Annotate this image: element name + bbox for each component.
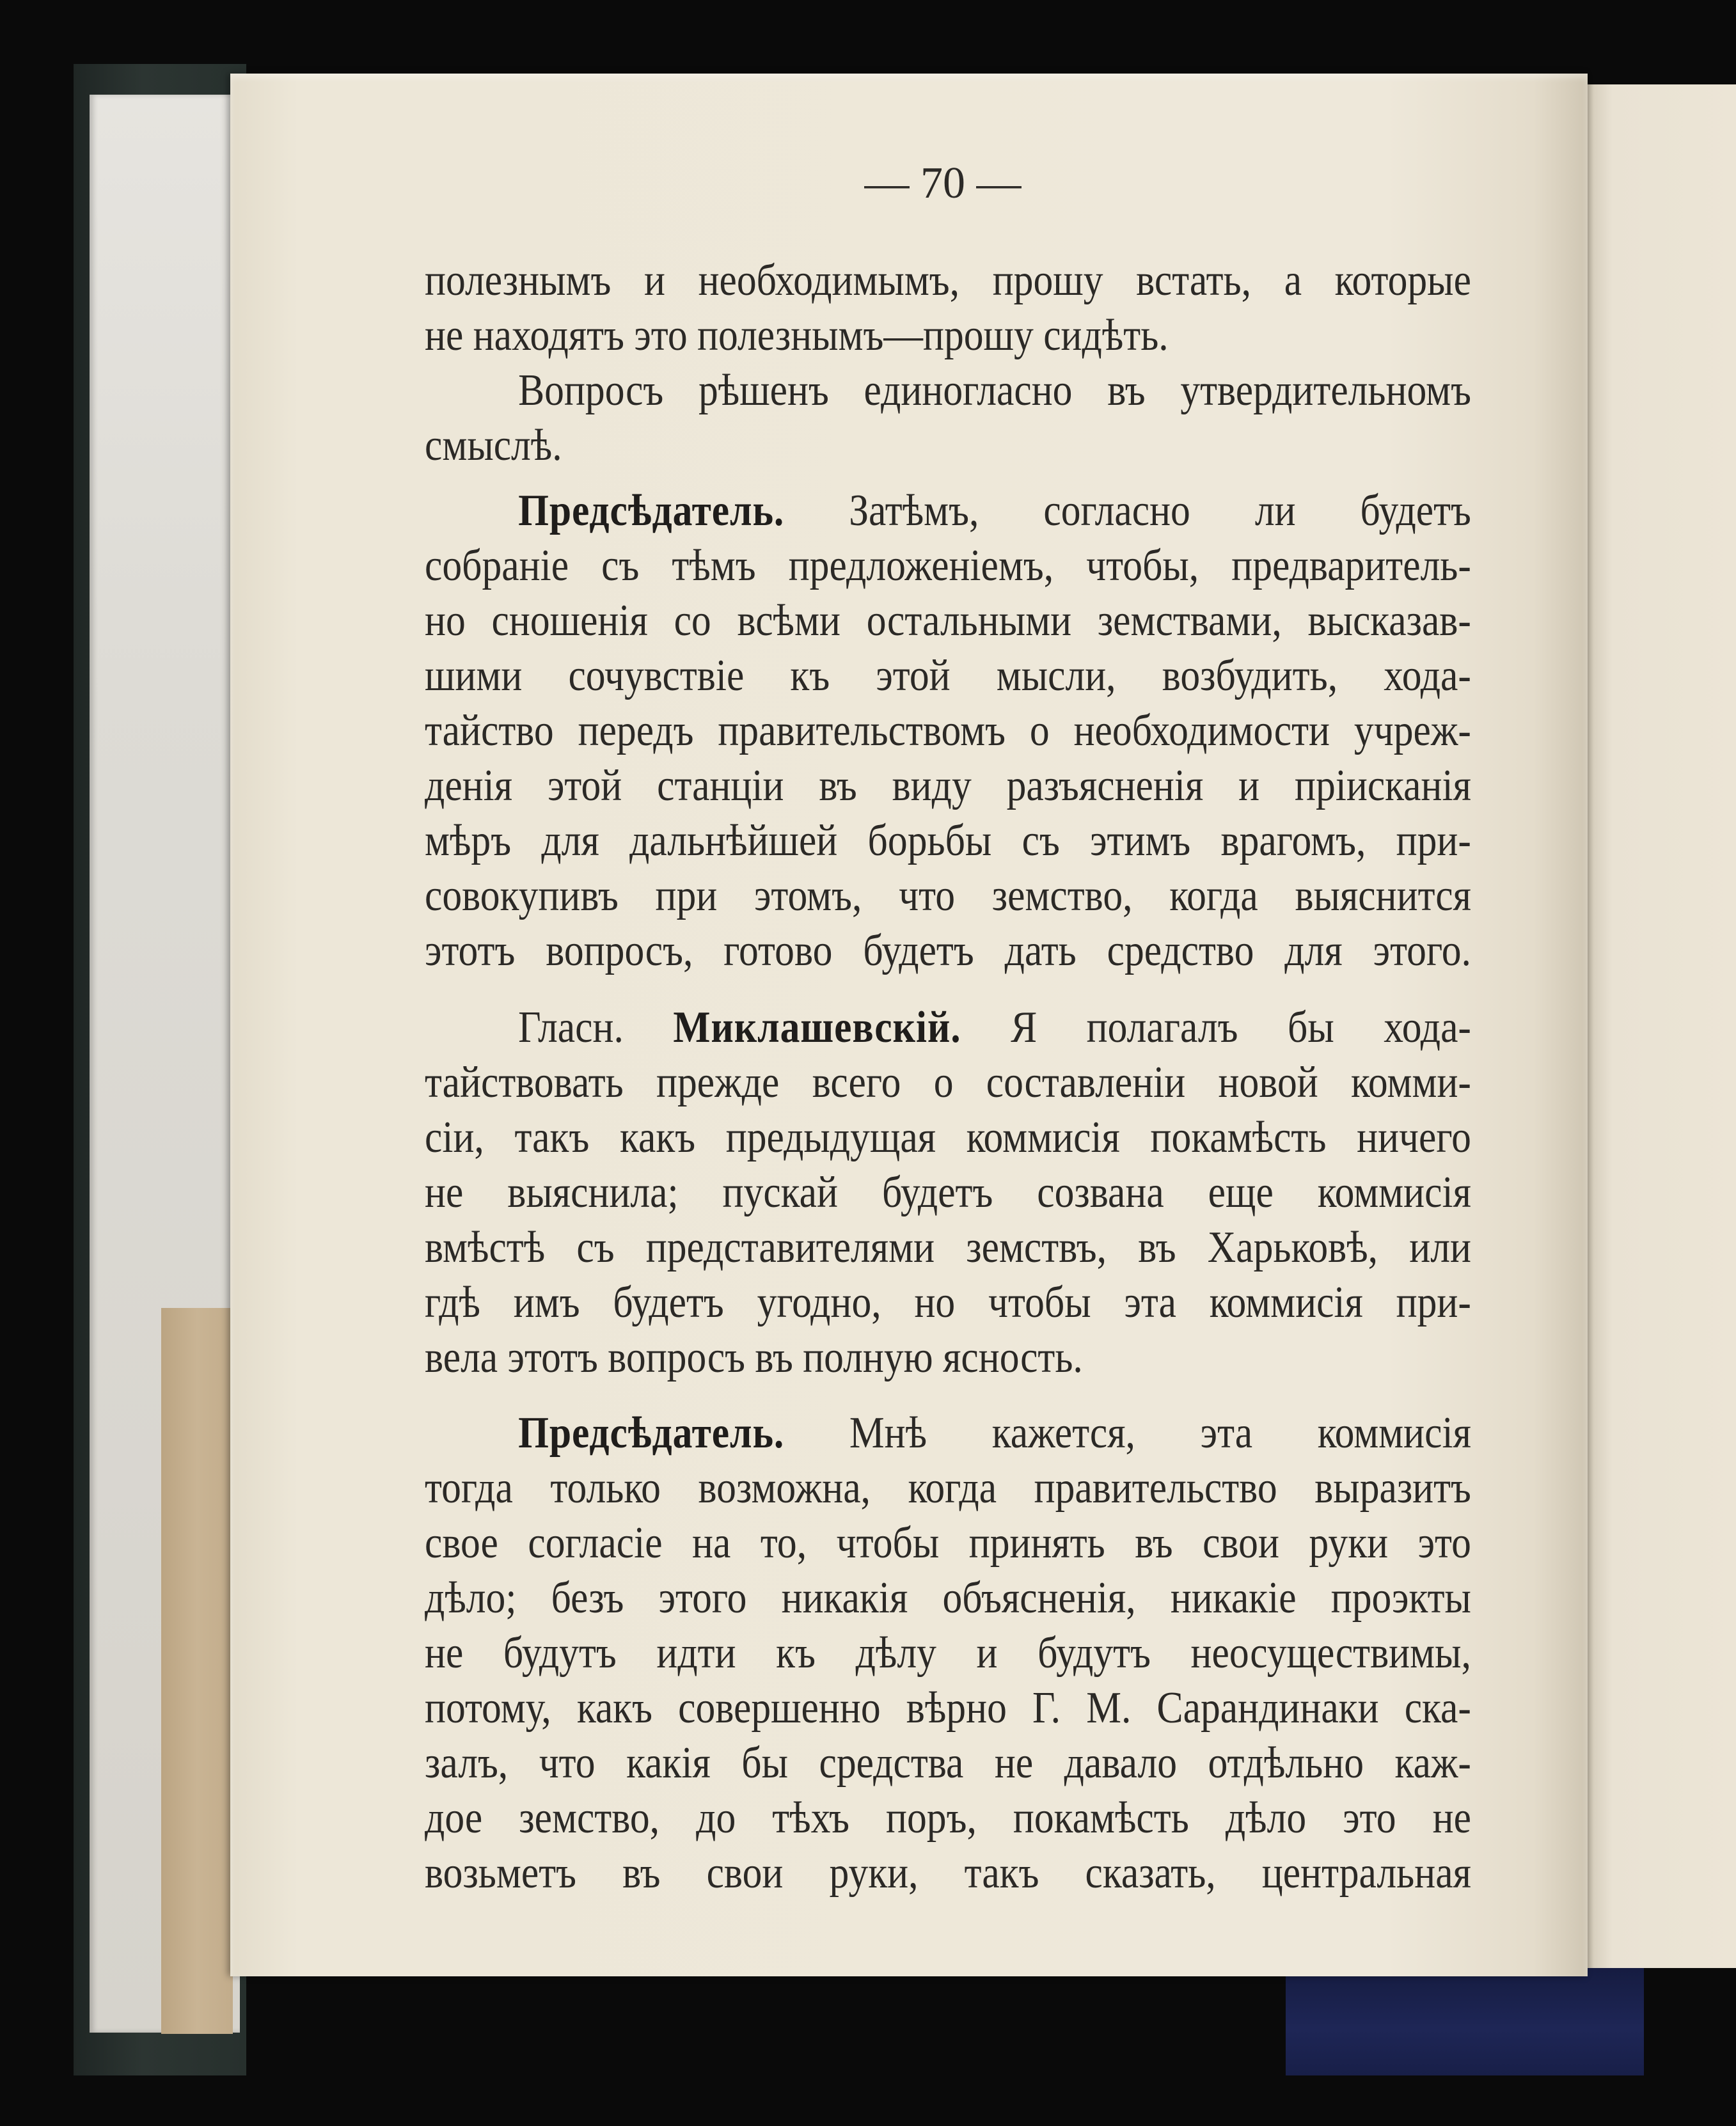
line-text: Затѣмъ, согласно ли будетъ (849, 486, 1471, 535)
text-line: залъ, что какія бы средства не давало отдѣльно каж- (425, 1738, 1471, 1788)
paragraph (425, 253, 1471, 363)
text-line: вела этотъ вопросъ въ полную ясность. (425, 1333, 1083, 1382)
text-line: собраніе съ тѣмъ предложеніемъ, чтобы, предваритель- (425, 541, 1471, 590)
facing-page-edge (1585, 84, 1736, 1968)
text-line: гдѣ имъ будетъ угодно, но чтобы эта коммисія при- (425, 1278, 1471, 1327)
text-line: смыслѣ. (425, 421, 562, 470)
text-line: не находятъ это полезнымъ—прошу сидѣть. (425, 311, 1169, 360)
paragraph (425, 1000, 1471, 1385)
text-line: вмѣстѣ съ представителями земствъ, въ Харьковѣ, или (425, 1223, 1471, 1272)
text-line: но сношенія со всѣми остальными земствами, высказав- (425, 596, 1471, 645)
text-line: тогда только возможна, когда правительство выразитъ (425, 1463, 1471, 1513)
text-line: не будутъ идти къ дѣлу и будутъ неосуществимы, (425, 1628, 1471, 1678)
speaker-title: Гласн. (518, 1003, 624, 1052)
text-line: совокупивъ при этомъ, что земство, когда выяснится (425, 871, 1471, 920)
paragraph (425, 484, 1471, 979)
speaker-name: Предсѣдатель. (518, 486, 785, 535)
text-line (425, 1406, 1471, 1461)
text-line (425, 484, 1471, 539)
tan-paper-insert (161, 1308, 233, 2034)
paragraph (425, 1406, 1471, 1901)
text-line (425, 1000, 1471, 1055)
text-line: не выяснила; пускай будетъ созвана еще коммисія (425, 1168, 1471, 1217)
text-line: денія этой станціи въ виду разъясненія и пріисканія (425, 761, 1471, 810)
text-line: дѣло; безъ этого никакія объясненія, никакіе проэкты (425, 1573, 1471, 1623)
speaker-name: Предсѣдатель. (518, 1408, 785, 1458)
page-text (425, 253, 1471, 1901)
text-line: тайство передъ правительствомъ о необходимости учреж- (425, 706, 1471, 755)
page-number: — 70 — (864, 159, 1022, 208)
text-line: сіи, такъ какъ предыдущая коммисія покамѣсть ничего (425, 1113, 1471, 1162)
text-line: тайствовать прежде всего о составленіи новой комми- (425, 1058, 1471, 1107)
line-text: Мнѣ кажется, эта коммисія (849, 1408, 1471, 1458)
text-line: дое земство, до тѣхъ поръ, покамѣсть дѣло это не (425, 1793, 1471, 1843)
text-line: этотъ вопросъ, готово будетъ дать средство для этого. (425, 926, 1471, 975)
text-line: возьметъ въ свои руки, такъ сказать, центральная (425, 1848, 1471, 1898)
speaker-name: Миклашевскій. (673, 1003, 961, 1052)
text-line: шими сочувствіе къ этой мысли, возбудить, хода- (425, 651, 1471, 700)
text-line: Вопросъ рѣшенъ единогласно въ утвердительномъ (518, 366, 1471, 415)
text-line: мѣръ для дальнѣйшей борьбы съ этимъ врагомъ, при- (425, 816, 1471, 865)
text-line: потому, какъ совершенно вѣрно Г. М. Сарандинаки ска- (425, 1683, 1471, 1733)
text-line: свое согласіе на то, чтобы принять въ свои руки это (425, 1518, 1471, 1568)
paragraph (425, 363, 1471, 473)
line-text: Я полагалъ бы хода- (1011, 1003, 1471, 1052)
text-line: полезнымъ и необходимымъ, прошу встать, а которые (425, 256, 1471, 305)
